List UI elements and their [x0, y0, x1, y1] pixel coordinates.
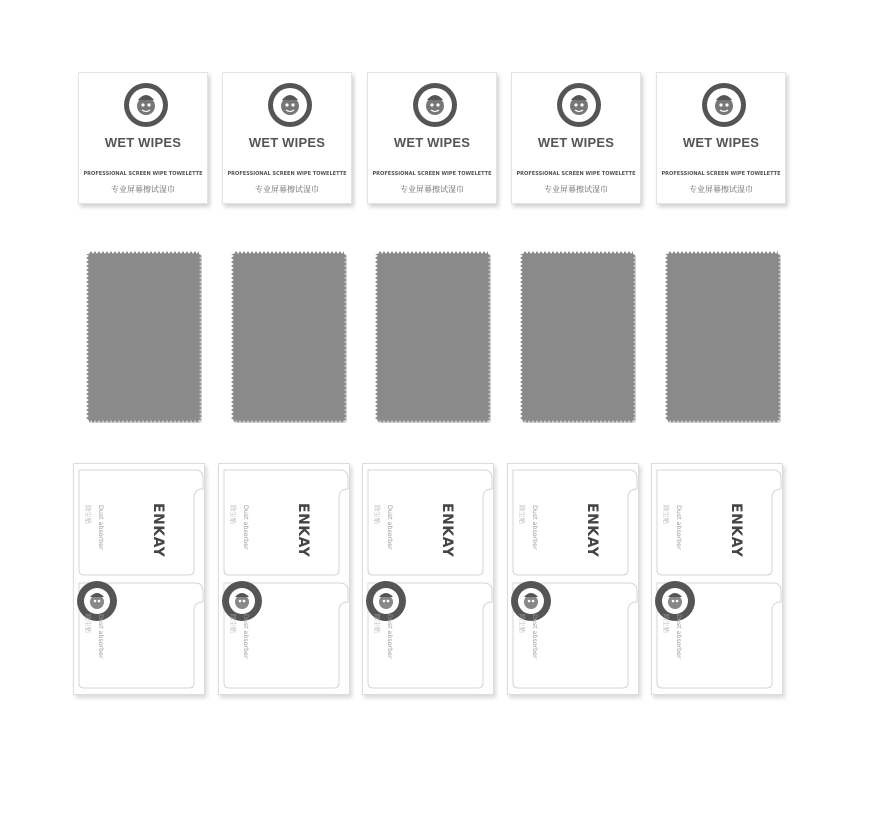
dust-absorber-label: Dust absorber: [531, 614, 538, 659]
dust-absorber-label: Dust absorber: [242, 505, 249, 550]
cleaning-cloth: [665, 251, 781, 423]
cleaning-cloth: [231, 251, 347, 423]
dust-absorber-label: Dust absorber: [242, 614, 249, 659]
dust-absorber-label-cn: 除尘贴: [84, 614, 91, 633]
dust-absorber-label-cn: 除尘贴: [229, 614, 236, 633]
wet-wipes-chinese: 专业屏幕擦试湿巾: [400, 185, 464, 194]
enkay-brand: ENKAY: [295, 503, 311, 558]
enkay-brand: ENKAY: [728, 503, 744, 558]
cloth-fabric: [231, 251, 347, 423]
wet-wipes-chinese: 专业屏幕擦试湿巾: [544, 185, 608, 194]
enkay-brand: ENKAY: [150, 503, 166, 558]
dust-absorber-label-cn: 除尘贴: [373, 614, 380, 633]
cleaning-cloth: [520, 251, 636, 423]
wet-wipe-packet: [367, 72, 497, 204]
wet-wipes-subtitle: PROFESSIONAL SCREEN WIPE TOWELETTE: [372, 171, 492, 177]
enkay-brand: ENKAY: [439, 503, 455, 558]
dust-absorber-label: Dust absorber: [386, 614, 393, 659]
wet-wipe-packet: [511, 72, 641, 204]
dust-absorber-sheet: [362, 463, 494, 695]
cloth-fabric: [86, 251, 202, 423]
wet-wipe-packet: [222, 72, 352, 204]
cleaning-cloth: [86, 251, 202, 423]
dust-absorber-top: [365, 467, 493, 578]
wet-wipes-title: WET WIPES: [682, 135, 760, 150]
hat-prince-logo-icon: [556, 82, 602, 128]
dust-absorber-label-cn: 除尘贴: [84, 505, 91, 524]
cloth-fabric: [375, 251, 491, 423]
dust-absorber-label: Dust absorber: [675, 505, 682, 550]
dust-absorber-sheet: [651, 463, 783, 695]
wet-wipes-subtitle: PROFESSIONAL SCREEN WIPE TOWELETTE: [516, 171, 636, 177]
dust-absorber-label-cn: 除尘贴: [229, 505, 236, 524]
dust-absorber-label-cn: 除尘贴: [518, 614, 525, 633]
cloth-fabric: [665, 251, 781, 423]
hat-prince-logo-icon: [701, 82, 747, 128]
dust-absorber-top: [76, 467, 204, 578]
cloth-fabric: [520, 251, 636, 423]
dust-absorber-label: Dust absorber: [675, 614, 682, 659]
wet-wipes-chinese: 专业屏幕擦试湿巾: [111, 185, 175, 194]
dust-absorber-top: [654, 467, 782, 578]
cleaning-cloth: [375, 251, 491, 423]
dust-absorber-label-cn: 除尘贴: [373, 505, 380, 524]
wet-wipes-subtitle: PROFESSIONAL SCREEN WIPE TOWELETTE: [83, 171, 203, 177]
dust-absorber-bottom: [221, 580, 349, 691]
hat-prince-logo-icon: [267, 82, 313, 128]
dust-absorber-top: [510, 467, 638, 578]
dust-absorber-label: Dust absorber: [531, 505, 538, 550]
wet-wipes-title: WET WIPES: [393, 135, 471, 150]
dust-absorber-bottom: [76, 580, 204, 691]
dust-absorber-bottom: [654, 580, 782, 691]
dust-absorber-label-cn: 除尘贴: [662, 614, 669, 633]
wet-wipes-title: WET WIPES: [248, 135, 326, 150]
dust-absorber-sheet: [218, 463, 350, 695]
wet-wipes-subtitle: PROFESSIONAL SCREEN WIPE TOWELETTE: [227, 171, 347, 177]
dust-absorber-top: [221, 467, 349, 578]
dust-absorber-sheet: [507, 463, 639, 695]
wet-wipes-subtitle: PROFESSIONAL SCREEN WIPE TOWELETTE: [661, 171, 781, 177]
hat-prince-logo-icon: [412, 82, 458, 128]
wet-wipe-packet: [656, 72, 786, 204]
wet-wipes-chinese: 专业屏幕擦试湿巾: [255, 185, 319, 194]
wet-wipes-title: WET WIPES: [104, 135, 182, 150]
dust-absorber-bottom: [365, 580, 493, 691]
dust-absorber-label-cn: 除尘贴: [518, 505, 525, 524]
dust-absorber-label-cn: 除尘贴: [662, 505, 669, 524]
wet-wipes-chinese: 专业屏幕擦试湿巾: [689, 185, 753, 194]
dust-absorber-label: Dust absorber: [97, 614, 104, 659]
dust-absorber-label: Dust absorber: [386, 505, 393, 550]
enkay-brand: ENKAY: [584, 503, 600, 558]
wet-wipes-title: WET WIPES: [537, 135, 615, 150]
dust-absorber-sheet: [73, 463, 205, 695]
hat-prince-logo-icon: [123, 82, 169, 128]
dust-absorber-bottom: [510, 580, 638, 691]
wet-wipe-packet: [78, 72, 208, 204]
dust-absorber-label: Dust absorber: [97, 505, 104, 550]
